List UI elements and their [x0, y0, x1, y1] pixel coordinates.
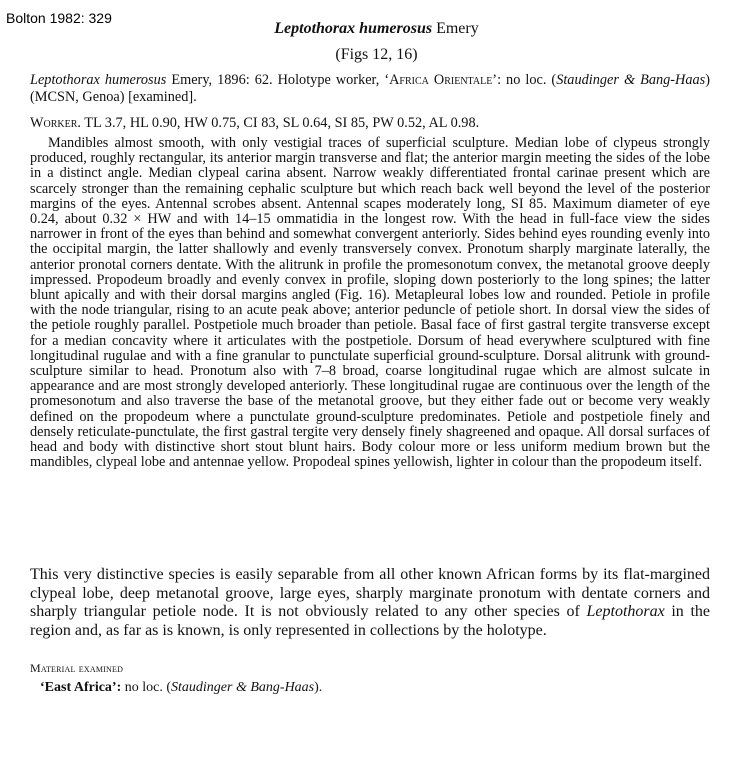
material-collectors: Staudinger & Bang-Haas	[171, 680, 315, 695]
figure-reference: (Figs 12, 16)	[335, 46, 418, 63]
discussion-text-2: in the region and, as far as is known, is only represented in collections by the holotype.	[30, 603, 711, 639]
description-paragraph: Mandibles almost smooth, with only vestigial traces of superficial sculpture. Median lobe of clypeus strongly produced, roughly rectangular, its anterior margin transverse and flat; the anterior margin meeting the sides of the lobe in a distinct angle. Median clypeal carina absent. Narrow weakly differentiated frontal carinae present which are scarcely stronger than the remaining cephalic sculpture but which reach back well beyond the level of the posterior margins of the eyes. Antennal scrobes absent. Antennal scapes moderately long, SI 85. Maximum diameter of eye 0.24, about 0.32 × HW and with 14–15 ommatidia in the longest row. With the head in full-face view the sides narrower in front of the eyes than behind and somewhat convergent anteriorly. Sides behind eyes rounding evenly into the occipital margin, the latter shallowly and evenly transversely convex. Pronotum sharply marginate laterally, the anterior pronotal corners dentate. With the alitrunk in profile the promesonotum convex, the metanotal groove deeply impressed. Propodeum broadly and evenly convex in profile, sloping down posteriorly to the long spines; the latter blunt apically and with their dorsal margins angled (Fig. 16). Metapleural lobes low and rounded. Petiole in profile with the node triangular, rising to an acute peak above; anterior peduncle of petiole short. In dorsal view the sides of the petiole roughly parallel. Postpetiole much broader than petiole. Basal face of first gastral tergite transverse except for a median concavity where it articulates with the postpetiole. Dorsum of head everywhere sculptured with fine longitudinal rugulae and with a fine granular to punctulate superficial ground-sculpture. Dorsal alitrunk with ground-sculpture similar to head. Pronotum also with 7–8 broad, coarse longitudinal rugae which are almost sulcate in appearance and are most strongly developed anteriorly. These longitudinal rugae are continuous over the length of the promesonotum and also traverse the base of the metanotal groove, but they either fade out or become very weakly defined on the propodeum where a punctulate ground-sculpture predominates. Petiole and postpetiole finely and densely reticulate-punctulate, the first gastral tergite very densely finely shagreened and opaque. All dorsal surfaces of head and body with distinctive short stout blunt hairs. Body colour more or less uniform medium brown but the mandibles, clypeal lobe and antennae yellow. Propodeal spines yellowish, lighter in colour than the propodeum itself.	[30, 135, 710, 471]
citation-text-3: ) (MCSN, Genoa) [examined].	[30, 72, 710, 105]
material-locality: ‘East Africa’:	[40, 680, 122, 695]
citation-text-2: : no loc. (	[497, 72, 557, 88]
species-name: Leptothorax humerosus	[274, 20, 433, 37]
citation-locality: ‘Africa Orientale’	[384, 72, 498, 88]
species-author: Emery	[436, 20, 479, 37]
citation-text-1: Emery, 1896: 62. Holotype worker,	[166, 72, 385, 88]
worker-measurements	[30, 115, 710, 132]
citation-collectors: Staudinger & Bang-Haas	[556, 72, 706, 88]
discussion-text-1: This very distinctive species is easily separable from all other known African forms by its flat-margined clypeal lobe, deep metanotal groove, large eyes, sharply marginate pronotum with dentate corners and sharply triangular petiole node. It is not obviously related to any other species of	[30, 566, 710, 620]
species-title	[0, 20, 753, 38]
material-entry	[40, 680, 322, 696]
material-text: no loc. (	[121, 680, 172, 695]
citation-species: Leptothorax humerosus	[30, 72, 167, 88]
material-end: ).	[314, 680, 323, 695]
page-label: Bolton 1982: 329	[6, 10, 112, 26]
material-heading: Material examined	[30, 661, 124, 675]
discussion-paragraph	[30, 566, 710, 640]
citation	[30, 72, 710, 106]
worker-values: TL 3.7, HL 0.90, HW 0.75, CI 83, SL 0.64, SI 85, PW 0.52, AL 0.98.	[80, 115, 480, 131]
discussion-genus: Leptothorax	[586, 603, 665, 620]
worker-label: Worker.	[30, 115, 81, 131]
